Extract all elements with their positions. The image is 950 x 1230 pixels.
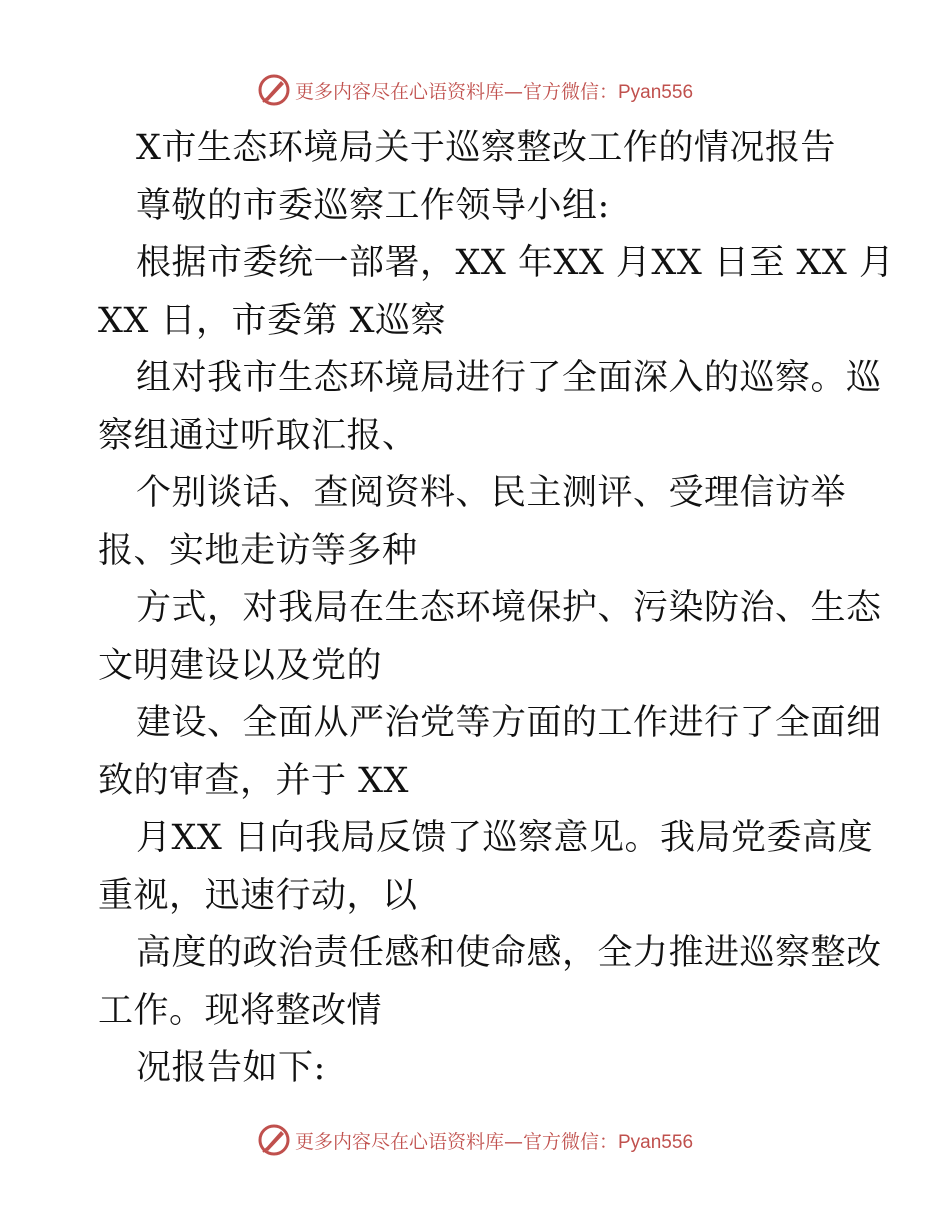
text-line: 报、实地走访等多种 [98, 530, 418, 571]
text-line: 方式，对我局在生态环境保护、污染防治、生态 [136, 588, 882, 628]
watermark-id: Pyan556 [618, 1131, 694, 1153]
text-line: 月XX 日向我局反馈了巡察意见。我局党委高度 [136, 818, 873, 858]
text-line: 根据市委统一部署，XX 年XX 月XX 日至 XX 月 [136, 243, 895, 283]
text-line: 个别谈话、查阅资料、民主测评、受理信访举 [136, 473, 847, 513]
watermark-main: 更多内容尽在心语资料库— [294, 80, 523, 103]
text-line: 察组通过听取汇报、 [98, 415, 418, 456]
footer-watermark [0, 1120, 950, 1160]
text-line: XX 日，市委第 X巡察 [98, 300, 447, 341]
text-line: 工作。现将整改情 [98, 990, 383, 1031]
quill-logo-icon [257, 73, 291, 107]
text-line: 组对我市生态环境局进行了全面深入的巡察。巡 [136, 358, 882, 398]
watermark-main: 更多内容尽在心语资料库— [294, 1130, 523, 1153]
watermark-label: 官方微信： [522, 80, 618, 103]
watermark-text [295, 77, 693, 104]
text-line: 致的审查，并于 XX [98, 760, 409, 801]
text-line: 高度的政治责任感和使命感，全力推进巡察整改 [136, 933, 882, 973]
text-line: 建设、全面从严治党等方面的工作进行了全面细 [136, 703, 882, 743]
watermark-text [295, 1127, 693, 1154]
text-line: 况报告如下: [136, 1048, 326, 1088]
watermark-id: Pyan556 [618, 81, 694, 103]
text-line: 重视，迅速行动，以 [98, 875, 418, 916]
document-body [98, 120, 895, 1098]
header-watermark [0, 70, 950, 110]
quill-logo-icon [257, 1123, 291, 1157]
watermark-label: 官方微信： [522, 1130, 618, 1153]
text-line: 文明建设以及党的 [98, 645, 383, 686]
document-title: X市生态环境局关于巡察整改工作的情况报告 [136, 128, 836, 168]
salutation: 尊敬的市委巡察工作领导小组: [136, 185, 610, 226]
